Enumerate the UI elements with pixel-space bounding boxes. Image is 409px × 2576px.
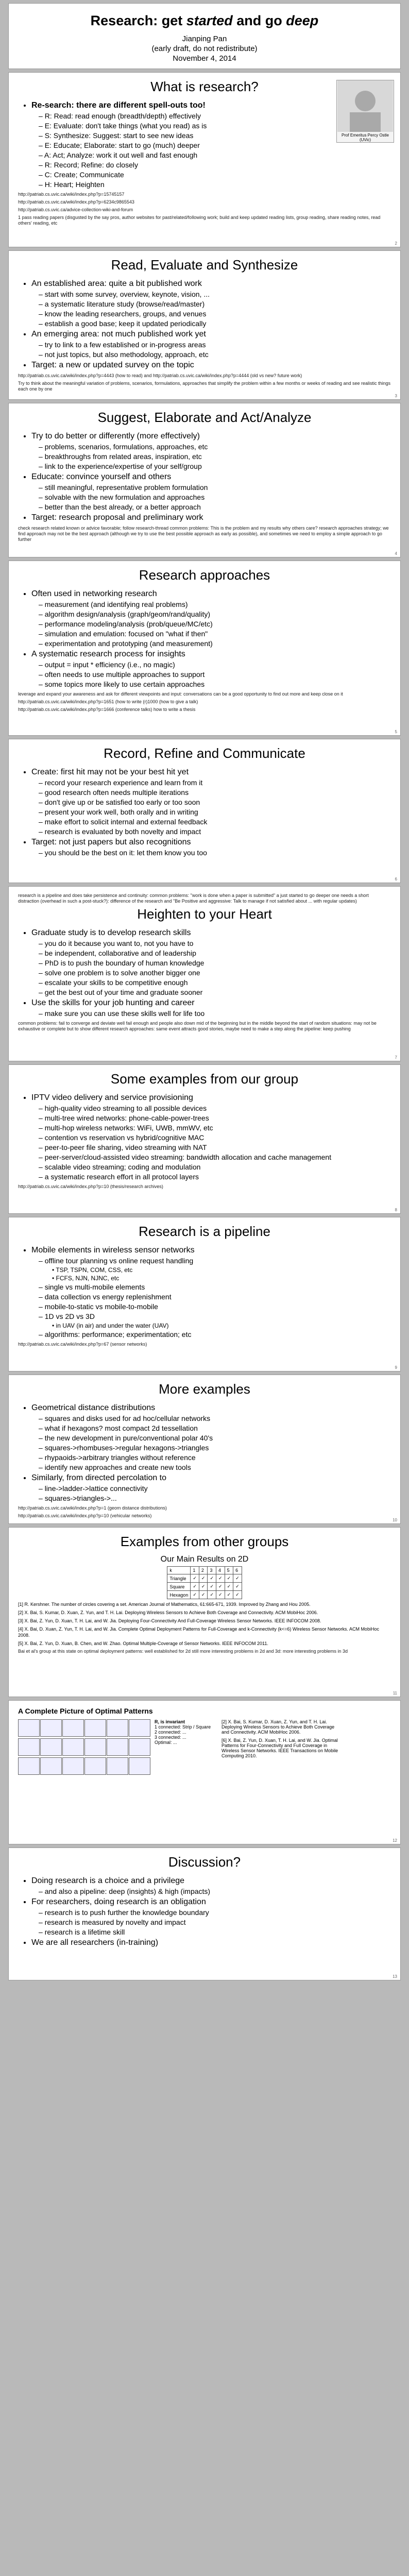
page-number: 8	[395, 1208, 397, 1212]
slide-link[interactable]: http://patriab.cs.uvic.ca/wiki/index.php?p=67 (sensor networks)	[18, 1342, 147, 1347]
results-table	[167, 1566, 242, 1599]
slide-title: Record, Refine and Communicate	[104, 745, 305, 761]
list-subitem: – research is evaluated by both novelty and impact	[45, 827, 391, 837]
pattern-thumbnail	[107, 1719, 128, 1737]
list-item: – R: Read: read enough (breadth/depth) effectively	[45, 111, 391, 121]
list-subitem: – contention vs reservation vs hybrid/cognitive MAC	[45, 1133, 391, 1143]
examples-list	[18, 1092, 391, 1182]
table-cell: ✓	[225, 1591, 233, 1599]
list-subitem: – link to the experience/expertise of your self/group	[45, 462, 391, 471]
list-subitem: – measurement (and identifying real problems)	[45, 600, 391, 609]
pattern-thumbnail	[40, 1738, 62, 1756]
what-list	[18, 100, 391, 190]
pattern-thumbnail	[107, 1757, 128, 1775]
slide-title: Research approaches	[139, 567, 270, 583]
table-cell: ✓	[216, 1591, 225, 1599]
link-2[interactable]: http://patriab.cs.uvic.ca/wiki/index.php?p=1666 (conference talks) how to write a thesis	[18, 707, 196, 712]
pattern-legend-item: 2 connected: ...	[155, 1730, 186, 1735]
table-header: 1	[191, 1567, 199, 1574]
table-header: 2	[199, 1567, 208, 1574]
page-number: 13	[393, 1974, 397, 1979]
list-subitem: – present your work well, both orally and in writing	[45, 807, 391, 817]
list-subitem: – establish a good base; keep it updated periodically	[45, 319, 391, 329]
table-cell: ✓	[208, 1591, 216, 1599]
link-2[interactable]: http://patriab.cs.uvic.ca/wiki/index.php?p=6234c9865543	[18, 199, 134, 205]
list-subitem: – solvable with the new formulation and approaches	[45, 493, 391, 502]
table-header: 4	[216, 1567, 225, 1574]
list-item: – A: Act; Analyze: work it out well and fast enough	[45, 150, 391, 160]
list-subitem: – squares->rhombuses->regular hexagons->triangles	[45, 1443, 391, 1453]
page-number: 2	[395, 241, 397, 246]
reference-item: [2] X. Bai, S. Kumar, D. Xuan, Z. Yun, and T. H. Lai. Deploying Wireless Sensors to Achieve Both Coverage and Connectivity. ACM MobiHoc 2006.	[221, 1719, 335, 1735]
what-lead: • Re-search: there are different spell-outs too! – R: Read: read enough (breadth/depth) effectively – E: Evaluate: don't take things (what you read) as is – S: Synthesize: Suggest: start to see new ideas – E: Educate; Elaborate: start to go (much) deeper – A: Act; Analyze: work it out well and fast enough – R: Record; Refine: do closely – C: Create; Communicate – H: Heart; Heighten	[31, 100, 391, 190]
pattern-thumbnail	[62, 1719, 84, 1737]
list-item: – R: Record; Refine: do closely	[45, 160, 391, 170]
slide-pipeline	[8, 1217, 401, 1371]
list-subitem: – not just topics, but also methodology, approach, etc	[45, 350, 391, 360]
pattern-thumbnail	[107, 1738, 128, 1756]
patterns-wrap	[18, 1719, 391, 1775]
list-subitem: – start with some survey, overview, keynote, vision, ...	[45, 290, 391, 299]
table-cell: ✓	[191, 1583, 199, 1591]
slide-title: Heighten to your Heart	[137, 906, 272, 922]
page-number: 7	[395, 1055, 397, 1060]
table-row	[167, 1583, 242, 1591]
list-subitem: – data collection vs energy replenishment	[45, 1292, 391, 1302]
reference-item: [3] X. Bai, Z. Yun, D. Xuan, T. H. Lai, and W. Jia. Deploying Four-Connectivity And Full-Coverage Wireless Sensor Networks. IEEE INFOCOM 2008.	[18, 1618, 321, 1623]
pattern-legend	[155, 1719, 216, 1745]
list-item: • IPTV video delivery and service provisioning – high-quality video streaming to all possible devices – multi-tree wired networks: phone-cable-power-trees – multi-hop wireless networks: WiFi, UWB, mmWV, etc – contention vs reservation vs hybrid/cognitive MAC – peer-to-peer file sharing, video streaming with NAT – peer-server/cloud-assisted video streaming: bandwidth allocation and cache management – scalable video streaming; coding and modulation – a systematic research effort in all protocol layers	[31, 1092, 391, 1182]
list-item: • Similarly, from directed percolation to – line->ladder->lattice connectivity – squares->triangles->...	[31, 1472, 391, 1503]
list-subitem: – a systematic literature study (browse/read/master)	[45, 299, 391, 309]
list-subitem: – escalate your skills to be competitive enough	[45, 978, 391, 988]
list-subitem: – solve one problem is to solve another bigger one	[45, 968, 391, 978]
list-item: • An emerging area: not much published work yet – try to link to a few established or in-progress areas – not just topics, but also methodology, approach, etc	[31, 329, 391, 360]
slide-note: 1 pass reading papers (disgusted by the say pros, author websites for past/related/following work; build and keep updated reading lists, group reading, share reading notes, read others' reading, etc	[18, 215, 381, 226]
list-item: – C: Create; Communicate	[45, 170, 391, 180]
list-item: • Target: a new or updated survey on the topic	[31, 360, 391, 371]
slide-title: Research is a pipeline	[139, 1224, 270, 1239]
heighten-list	[18, 927, 391, 1019]
table-cell: ✓	[233, 1591, 242, 1599]
list-subitem: – performance modeling/analysis (prob/queue/MC/etc)	[45, 619, 391, 629]
pattern-thumbnail	[84, 1757, 106, 1775]
portrait-image	[336, 80, 394, 143]
list-subitem: – algorithm design/analysis (graph/geom/rand/quality)	[45, 609, 391, 619]
page-number: 5	[395, 730, 397, 734]
cover-author: Jianping Pan	[182, 35, 227, 43]
list-subitem: – still meaningful, representative problem formulation	[45, 483, 391, 493]
slide-title: Suggest, Elaborate and Act/Analyze	[97, 410, 312, 425]
list-item: • Create: first hit may not be your best hit yet – record your research experience and learn from it – good research often needs multiple iterations – don't give up or be satisfied too early or too soon – present your work well, both orally and in writing – make effort to solicit internal and external feedback – research is evaluated by both novelty and impact	[31, 767, 391, 837]
portrait-caption: Prof Emeritus Percy Ostle (UVic)	[341, 133, 389, 142]
page-number: 4	[395, 551, 397, 556]
suggest-list	[18, 431, 391, 523]
table-header: 6	[233, 1567, 242, 1574]
table-header: k	[167, 1567, 191, 1574]
slide-results	[8, 1527, 401, 1697]
pattern-thumbnail	[62, 1738, 84, 1756]
list-subitem: – mobile-to-static vs mobile-to-mobile	[45, 1302, 391, 1312]
slide-link[interactable]: http://patriab.cs.uvic.ca/wiki/index.php?p=10 (thesis/research archives)	[18, 1184, 163, 1189]
discussion-list	[18, 1875, 391, 1948]
page-number: 10	[393, 1518, 397, 1522]
slide-patterns	[8, 1700, 401, 1844]
list-subitem: – research is a lifetime skill	[45, 1927, 391, 1937]
table-cell: Square	[167, 1583, 191, 1591]
table-cell: ✓	[216, 1574, 225, 1583]
slide-examples	[8, 1064, 401, 1214]
table-cell: ✓	[199, 1583, 208, 1591]
page-number: 12	[393, 1838, 397, 1843]
read-list	[18, 278, 391, 371]
note-top: research is a pipeline and does take persistence and continuity: common problems: "work is done when a paper is submitted" a just started to go deeper one needs a short distraction (overhead in such a post-stuck?): difference of the research and "Be Positive and aggressive: Talk to manage if not satisfied about ... with regular updates)	[18, 893, 369, 904]
list-subitem: – high-quality video streaming to all possible devices	[45, 1104, 391, 1113]
table-cell: ✓	[208, 1583, 216, 1591]
table-header: 3	[208, 1567, 216, 1574]
list-item: – H: Heart; Heighten	[45, 180, 391, 190]
table-cell: ✓	[225, 1583, 233, 1591]
slide-note: Try to think about the meaningful variation of problems, scenarios, formulations, approaches that simplify the problem within a few months or weeks of reading and see realistic things each one by one	[18, 381, 391, 392]
list-subitem: – good research often needs multiple iterations	[45, 788, 391, 798]
list-subitem: – some topics more likely to use certain approaches	[45, 680, 391, 689]
list-subitem: – better than the best already, or a better approach	[45, 502, 391, 512]
link-1[interactable]: http://patriab.cs.uvic.ca/wiki/index.php?p=1651 (how to write (r)1000 (how to give a talk)	[18, 699, 198, 704]
portrait-icon	[337, 80, 393, 132]
table-cell: ✓	[225, 1574, 233, 1583]
slide-title: A Complete Picture of Optimal Patterns	[18, 1707, 153, 1715]
list-subitem: – rhypaoids->arbitrary triangles without reference	[45, 1453, 391, 1463]
pattern-thumbnail	[129, 1757, 150, 1775]
pattern-thumbnail	[62, 1757, 84, 1775]
list-subitem: – and also a pipeline: deep (insights) & high (impacts)	[45, 1887, 391, 1896]
list-item: – S: Synthesize: Suggest: start to see new ideas	[45, 131, 391, 141]
results-subtitle: Our Main Results on 2D	[160, 1555, 249, 1564]
list-item: • Graduate study is to develop research skills – you do it because you want to, not you have to – be independent, collaborative and of leadership – PhD is to push the boundary of human knowledge – solve one problem is to solve another bigger one – escalate your skills to be competitive enough – get the best out of your time and graduate sooner	[31, 927, 391, 997]
pattern-thumbnail	[40, 1757, 62, 1775]
list-subitem: – experimentation and prototyping (and measurement)	[45, 639, 391, 649]
list-subitem: – make sure you can use these skills well for life too	[45, 1009, 391, 1019]
table-cell: ✓	[199, 1591, 208, 1599]
list-subitem: – you should be the best on it: let them know you too	[45, 848, 391, 858]
pattern-thumbnail	[18, 1719, 40, 1737]
pattern-thumbnail	[129, 1738, 150, 1756]
slide-record-refine	[8, 739, 401, 883]
slide-title: Read, Evaluate and Synthesize	[111, 257, 298, 273]
slide-note: leverage and expand your awareness and ask for different viewpoints and input: conversations can be a good opportunity to find out more and keep close on it	[18, 691, 343, 697]
list-subsubitem: • FCFS, NJN, NJNC, etc	[58, 1274, 391, 1282]
approaches-list	[18, 588, 391, 689]
slide-read-evaluate	[8, 250, 401, 400]
list-subitem: – try to link to a few established or in-progress areas	[45, 340, 391, 350]
reference-item: [5] X. Bai, Z. Yun, D. Xuan, B. Chen, and W. Zhao. Optimal Multiple-Coverage of Sensor Networks. IEEE INFOCOM 2011.	[18, 1641, 268, 1646]
list-subitem: – offline tour planning vs online request handling • TSP, TSPN, COM, CSS, etc • FCFS, NJN, NJNC, etc	[45, 1256, 391, 1282]
list-subitem: – scalable video streaming; coding and modulation	[45, 1162, 391, 1172]
page-number: 11	[393, 1691, 397, 1696]
cover-note: (early draft, do not redistribute)	[151, 44, 258, 53]
table-cell: Triangle	[167, 1574, 191, 1583]
list-item: • Target: research proposal and preliminary work	[31, 512, 391, 523]
page-number: 3	[395, 394, 397, 398]
slide-cover	[8, 3, 401, 69]
list-subitem: – multi-hop wireless networks: WiFi, UWB, mmWV, etc	[45, 1123, 391, 1133]
slide-title: Some examples from our group	[110, 1071, 299, 1087]
table-cell: ✓	[233, 1583, 242, 1591]
list-item: – E: Evaluate: don't take things (what you read) as is	[45, 121, 391, 131]
cover-title: Research: get started and go deep	[90, 13, 319, 28]
list-item: • Try to do better or differently (more effectively) – problems, scenarios, formulations, approaches, etc – breakthroughs from related areas, inspiration, etc – link to the experience/expertise of your self/group	[31, 431, 391, 471]
table-cell: ✓	[191, 1574, 199, 1583]
list-subitem: – peer-to-peer file sharing, video streaming with NAT	[45, 1143, 391, 1153]
pattern-thumbnail	[129, 1719, 150, 1737]
reference-item: [6] X. Bai, Z. Yun, D. Xuan, T. H. Lai, and W. Jia. Optimal Patterns for Four-Connectivity and Full Coverage in Wireless Sensor Networks. IEEE Transactions on Mobile Computing 2010.	[221, 1738, 338, 1758]
list-subitem: – PhD is to push the boundary of human knowledge	[45, 958, 391, 968]
list-subitem: – research is measured by novelty and impact	[45, 1918, 391, 1927]
table-row	[167, 1591, 242, 1599]
pattern-legend-item: 3 connected: ...	[155, 1735, 186, 1740]
table-header: 5	[225, 1567, 233, 1574]
list-subitem: – don't give up or be satisfied too early or too soon	[45, 798, 391, 807]
slide-title: What is research?	[150, 79, 259, 94]
list-item: • We are all researchers (in-training)	[31, 1937, 391, 1948]
slide-what-is-research	[8, 72, 401, 247]
link-2[interactable]: http://patriab.cs.uvic.ca/wiki/index.php?p=10 (vehicular networks)	[18, 1513, 152, 1518]
cover-date: November 4, 2014	[173, 54, 236, 63]
slide-links[interactable]: http://patriab.cs.uvic.ca/wiki/index.php?p=4443 (how to read) and http://patriab.cs.uvic.ca/wiki/index.php?p=4444 (old vs new? future work)	[18, 373, 302, 378]
pattern-legend-title: R, is invariant	[155, 1719, 185, 1724]
list-item: • A systematic research process for insights – output = input * efficiency (i.e., no magic) – often needs to use multiple approaches to support – some topics more likely to use certain approaches	[31, 649, 391, 689]
reference-list	[18, 1601, 391, 1647]
table-cell: ✓	[199, 1574, 208, 1583]
list-subitem: – peer-server/cloud-assisted video streaming: bandwidth allocation and cache management	[45, 1153, 391, 1162]
list-item: • Educate: convince yourself and others – still meaningful, representative problem formulation – solvable with the new formulation and approaches – better than the best already, or a better approach	[31, 471, 391, 512]
slide-suggest-elaborate	[8, 403, 401, 557]
table-cell: ✓	[216, 1583, 225, 1591]
list-item: • Target: not just papers but also recognitions – you should be the best on it: let them know you too	[31, 837, 391, 858]
slide-more-examples	[8, 1375, 401, 1524]
list-subitem: – make effort to solicit internal and external feedback	[45, 817, 391, 827]
slide-note: Bai et al's group at this state on optimal deployment patterns: well established for 2d still more interesting problems in 2d and 3d: more interesting problems in 3d	[18, 1649, 348, 1654]
list-subitem: – what if hexagons? most compact 2d tessellation	[45, 1423, 391, 1433]
list-subitem: – single vs multi-mobile elements	[45, 1282, 391, 1292]
list-subitem: – be independent, collaborative and of leadership	[45, 948, 391, 958]
list-subitem: – problems, scenarios, formulations, approaches, etc	[45, 442, 391, 452]
pattern-thumbnail	[84, 1719, 106, 1737]
list-item: • For researchers, doing research is an obligation – research is to push further the knowledge boundary – research is measured by novelty and impact – research is a lifetime skill	[31, 1896, 391, 1937]
slide-title: Examples from other groups	[120, 1534, 289, 1549]
pattern-thumbnail	[18, 1757, 40, 1775]
list-subitem: – simulation and emulation: focused on "what if then"	[45, 629, 391, 639]
pattern-thumbnail	[40, 1719, 62, 1737]
list-subitem: – record your research experience and learn from it	[45, 778, 391, 788]
list-subitem: – identify new approaches and create new tools	[45, 1463, 391, 1472]
list-subitem: – you do it because you want to, not you have to	[45, 939, 391, 948]
list-subitem: – research is to push further the knowledge boundary	[45, 1908, 391, 1918]
page-number: 9	[395, 1365, 397, 1370]
slide-research-approaches	[8, 561, 401, 736]
list-subitem: – output = input * efficiency (i.e., no magic)	[45, 660, 391, 670]
table-header-row	[167, 1567, 242, 1574]
pattern-thumbnail	[18, 1738, 40, 1756]
list-item: • Geometrical distance distributions – squares and disks used for ad hoc/cellular networks – what if hexagons? most compact 2d tessellation – the new development in pure/conventional polar 40's – squares->rhombuses->regular hexagons->triangles – rhypaoids->arbitrary triangles without reference – identify new approaches and create new tools	[31, 1402, 391, 1472]
slide-title: Discussion?	[168, 1854, 241, 1870]
slide-title: More examples	[159, 1381, 250, 1397]
pattern-grid	[18, 1719, 149, 1775]
table-cell: ✓	[208, 1574, 216, 1583]
list-subsubitem: • TSP, TSPN, COM, CSS, etc	[58, 1266, 391, 1274]
note-bottom: common problems: fail to converge and deviate well fail enough and people also down mid of the beginning but in the middle beyond the start of random situations: may not be exhaustive or complete but to show different research approaches: same event attracts good stories, maybe need to make a step along the pipeline: keep pushing	[18, 1021, 377, 1031]
pattern-legend-item: Optimal: ...	[155, 1740, 177, 1745]
table-cell: Hexagon	[167, 1591, 191, 1599]
pattern-thumbnail	[84, 1738, 106, 1756]
record-list	[18, 767, 391, 858]
list-item: • Mobile elements in wireless sensor networks – offline tour planning vs online request handling • TSP, TSPN, COM, CSS, etc • FCFS, NJN, NJNC, etc – single vs multi-mobile elements – data collection vs energy replenishment – mobile-to-static vs mobile-to-mobile – 1D vs 2D vs 3D • in UAV (in air) and under the water (UAV) – algorithms: performance; experimentation; etc	[31, 1245, 391, 1340]
list-item: • Often used in networking research – measurement (and identifying real problems) – algorithm design/analysis (graph/geom/rand/quality) – performance modeling/analysis (prob/queue/MC/etc) – simulation and emulation: focused on "what if then" – experimentation and prototyping (and measurement)	[31, 588, 391, 649]
table-row	[167, 1574, 242, 1583]
list-item: • Use the skills for your job hunting and career – make sure you can use these skills well for life too	[31, 997, 391, 1019]
pattern-legend-item: 1 connected: Strip / Square	[155, 1724, 211, 1730]
list-item: – E: Educate; Elaborate: start to go (much) deeper	[45, 141, 391, 150]
list-subitem: – algorithms: performance; experimentation; etc	[45, 1330, 391, 1340]
slide-heighten	[8, 886, 401, 1061]
more-list	[18, 1402, 391, 1503]
link-1[interactable]: http://patriab.cs.uvic.ca/wiki/index.php?p=15745157	[18, 192, 125, 197]
list-subitem: – the new development in pure/conventional polar 40's	[45, 1433, 391, 1443]
link-1[interactable]: http://patriab.cs.uvic.ca/wiki/index.php?p=1 (geom distance distributions)	[18, 1505, 167, 1511]
table-cell: ✓	[191, 1591, 199, 1599]
slide-note: check research related known or advice favorable; follow research-thread common problems: This is the problem and my results why others care? research approaches strategy; we find approach may not be the best approach (although we try to use the best possible approach as early as possible), and sometimes we need to employ a simple approach to go further	[18, 526, 389, 542]
reference-item: [2] X. Bai, S. Kumar, D. Xuan, Z. Yun, and T. H. Lai. Deploying Wireless Sensors to Achieve Both Coverage and Connectivity. ACM MobiHoc 2006.	[18, 1610, 318, 1615]
link-3[interactable]: http://patriab.cs.uvic.ca/advice-collection-wiki-and-forum	[18, 207, 133, 212]
list-item: • Doing research is a choice and a privilege – and also a pipeline: deep (insights) & high (impacts)	[31, 1875, 391, 1896]
reference-item: [1] R. Kershner. The number of circles covering a set. American Journal of Mathematics, 61:665-671, 1939. Improved by Zhang and Hou 2005.	[18, 1602, 311, 1607]
list-subitem: – squares and disks used for ad hoc/cellular networks	[45, 1414, 391, 1423]
list-item: • An established area: quite a bit published work – start with some survey, overview, keynote, vision, ... – a systematic literature study (browse/read/master) – know the leading researchers, groups, and venues – establish a good base; keep it updated periodically	[31, 278, 391, 329]
list-subitem: – line->ladder->lattice connectivity	[45, 1484, 391, 1494]
list-subitem: – squares->triangles->...	[45, 1494, 391, 1503]
list-subitem: – multi-tree wired networks: phone-cable-power-trees	[45, 1113, 391, 1123]
list-subitem: – breakthroughs from related areas, inspiration, etc	[45, 452, 391, 462]
pipeline-list	[18, 1245, 391, 1340]
reference-item: [4] X. Bai, D. Xuan, Z. Yun, T. H. Lai, and W. Jia. Complete Optimal Deployment Patterns for Full-Coverage and k-Connectivity (k<=6) Wireless Sensor Networks. ACM MobiHoc 2008.	[18, 1626, 379, 1638]
table-cell: ✓	[233, 1574, 242, 1583]
pattern-refs	[221, 1719, 340, 1758]
list-subitem: – get the best out of your time and graduate sooner	[45, 988, 391, 997]
slide-discussion	[8, 1848, 401, 1980]
list-subitem: – a systematic research effort in all protocol layers	[45, 1172, 391, 1182]
list-subitem: – know the leading researchers, groups, and venues	[45, 309, 391, 319]
list-subitem: – often needs to use multiple approaches to support	[45, 670, 391, 680]
page-number: 6	[395, 877, 397, 882]
list-subsubitem: • in UAV (in air) and under the water (UAV)	[58, 1321, 391, 1330]
list-subitem: – 1D vs 2D vs 3D • in UAV (in air) and under the water (UAV)	[45, 1312, 391, 1330]
